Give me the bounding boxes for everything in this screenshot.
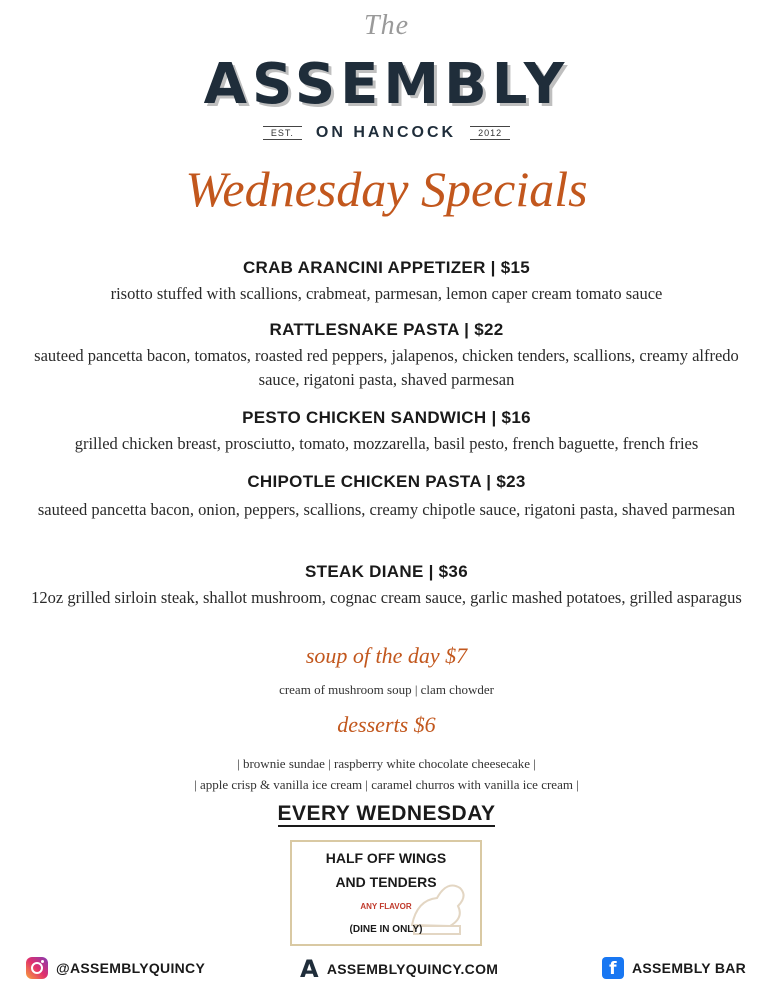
- menu-item-desc: sauteed pancetta bacon, onion, peppers, scallions, creamy chipotle sauce, rigatoni pasta, shaved parmesan: [37, 500, 736, 519]
- soup-title: soup of the day $7: [305, 643, 468, 668]
- year-label: 2012: [470, 126, 510, 140]
- logo-the: The: [364, 10, 409, 41]
- facebook-name: ASSEMBLY BAR: [632, 960, 747, 976]
- menu-item-name: CHIPOTLE CHICKEN PASTA | $23: [247, 472, 526, 491]
- menu-item-name: RATTLESNAKE PASTA | $22: [269, 320, 504, 339]
- instagram-icon: [26, 957, 48, 979]
- desserts-title: desserts $6: [337, 712, 436, 737]
- menu-item-desc: 12oz grilled sirloin steak, shallot mushroom, cognac cream sauce, garlic mashed potatoes, grilled asparagus: [31, 588, 742, 607]
- promo-flavor: ANY FLAVOR: [360, 902, 412, 911]
- instagram-handle: @ASSEMBLYQUINCY: [56, 960, 206, 976]
- promo-box: [290, 840, 482, 946]
- facebook-icon: f: [602, 957, 624, 979]
- instagram-link[interactable]: [26, 957, 205, 979]
- assembly-logo-icon: A: [300, 955, 319, 983]
- website-link[interactable]: [300, 957, 498, 981]
- desserts-line-1: | brownie sundae | raspberry white chocolate cheesecake |: [237, 756, 536, 771]
- promo-line-1: HALF OFF WINGS: [325, 850, 447, 866]
- page-title: Wednesday Specials: [185, 161, 588, 217]
- menu-item-desc: grilled chicken breast, prosciutto, tomato, mozzarella, basil pesto, french baguette, french fries: [74, 434, 699, 453]
- website-url: ASSEMBLYQUINCY.COM: [326, 961, 499, 977]
- soup-list: cream of mushroom soup | clam chowder: [279, 682, 494, 697]
- menu-item-name: STEAK DIANE | $36: [305, 562, 468, 581]
- promo-heading: EVERY WEDNESDAY: [277, 802, 496, 825]
- logo-brand: ASSEMBLY: [203, 52, 570, 117]
- menu-item-desc: sauteed pancetta bacon, tomatos, roasted red peppers, jalapenos, chicken tenders, scallions, creamy alfredo sauce, rigatoni pasta, shaved parmesan: [34, 346, 739, 389]
- menu-item-name: CRAB ARANCINI APPETIZER | $15: [242, 258, 531, 277]
- promo-line-2: AND TENDERS: [335, 874, 437, 890]
- menu-item-desc: risotto stuffed with scallions, crabmeat, parmesan, lemon caper cream tomato sauce: [110, 284, 663, 303]
- est-label: EST.: [263, 126, 302, 140]
- footer: [0, 957, 773, 987]
- menu-item-name: PESTO CHICKEN SANDWICH | $16: [242, 408, 531, 427]
- logo-subline: [0, 124, 773, 142]
- facebook-link[interactable]: [602, 957, 746, 979]
- promo-heading-wrap: [0, 802, 773, 826]
- location-label: ON HANCOCK: [315, 124, 457, 141]
- desserts-line-2: | apple crisp & vanilla ice cream | caramel churros with vanilla ice cream |: [194, 777, 579, 792]
- promo-dine-in: (DINE IN ONLY): [349, 924, 423, 935]
